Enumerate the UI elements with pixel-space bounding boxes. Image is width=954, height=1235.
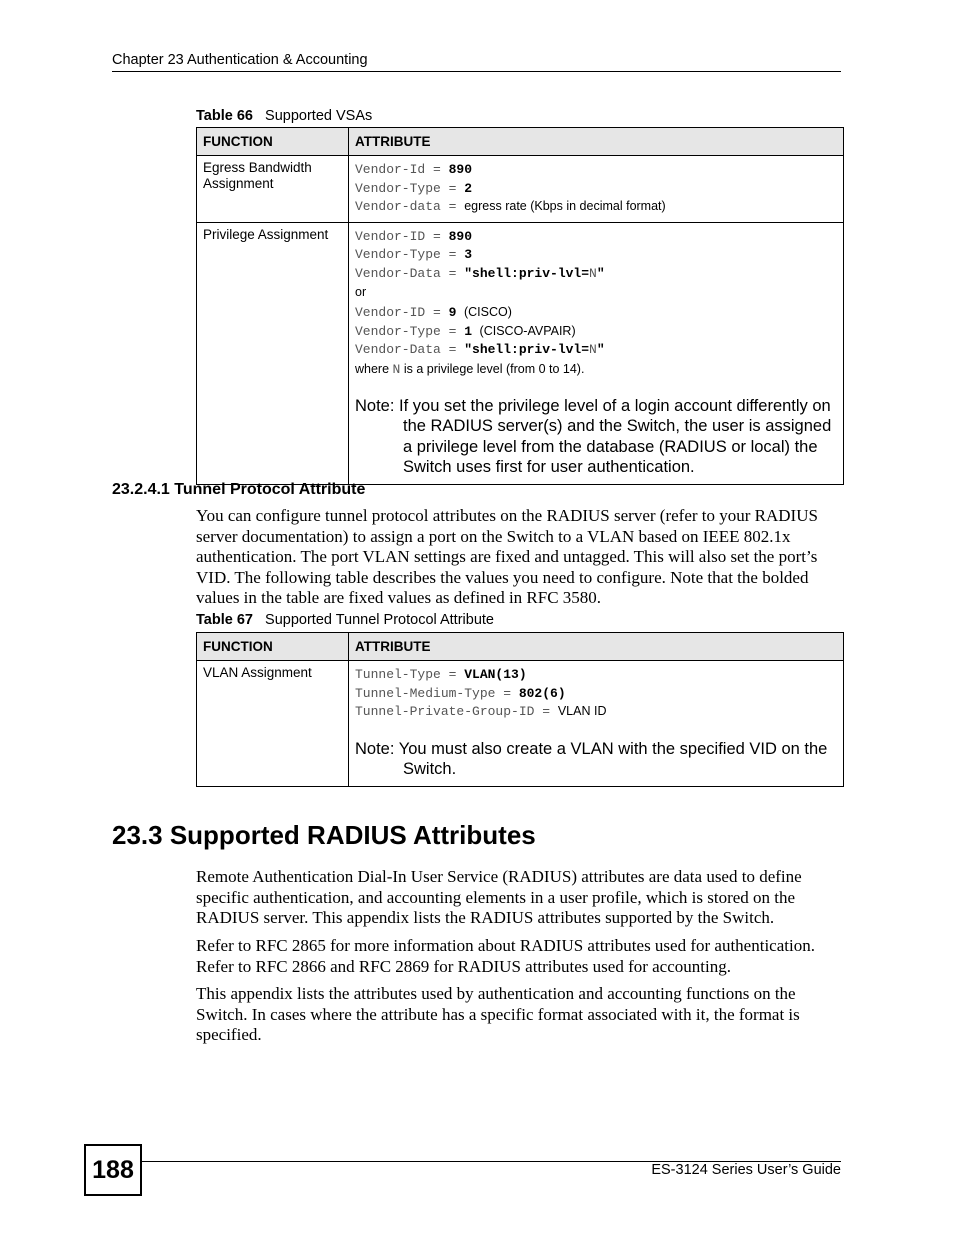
attribute-value-end: " xyxy=(596,342,605,357)
attribute-key: Vendor-ID = xyxy=(355,305,449,320)
table-66-number: Table 66 xyxy=(196,108,253,124)
attribute-line xyxy=(355,702,837,721)
attribute-key: Vendor-data = xyxy=(355,199,465,214)
where-text xyxy=(355,359,837,380)
page-number: 188 xyxy=(84,1144,142,1196)
guide-title: ES-3124 Series User’s Guide xyxy=(651,1162,841,1178)
attribute-line xyxy=(355,322,837,341)
attribute-placeholder: N xyxy=(392,361,401,377)
attribute-key: Tunnel-Private-Group-ID = xyxy=(355,704,558,719)
attribute-value: 890 xyxy=(448,162,473,177)
table-67-number: Table 67 xyxy=(196,612,253,628)
table-row xyxy=(197,661,844,787)
attribute-value: "shell:priv-lvl= xyxy=(464,342,590,357)
attribute-line xyxy=(355,179,837,198)
attribute-value: 802(6) xyxy=(518,685,566,701)
body-paragraph: Remote Authentication Dial-In User Service (RADIUS) attributes are data used to define specific authentication, and accounting elements in a user profile, which is stored on the RADIUS server. This appendix lists the RADIUS attributes supported by the Switch. xyxy=(196,867,802,927)
table-67-caption xyxy=(196,612,494,628)
attribute-cell xyxy=(349,156,844,223)
attribute-value: VLAN ID xyxy=(557,704,607,718)
attribute-value: 1 xyxy=(464,323,473,339)
table-row xyxy=(197,156,844,223)
where-suffix: is a privilege level (from 0 to 14). xyxy=(400,361,585,376)
function-cell: Egress Bandwidth Assignment xyxy=(197,156,349,223)
attribute-value: 2 xyxy=(464,180,473,196)
body-paragraph: Refer to RFC 2865 for more information about RADIUS attributes used for authentication. Refer to RFC 2866 and RFC 2869 for RADIUS attributes used for accounting. xyxy=(196,936,815,976)
attribute-key: Vendor-Data = xyxy=(355,342,465,357)
attribute-key: Tunnel-Medium-Type = xyxy=(355,685,519,701)
attribute-cell xyxy=(349,222,844,484)
attribute-value: VLAN(13) xyxy=(464,667,527,682)
header-rule xyxy=(112,71,841,72)
attribute-key: Vendor-Type = xyxy=(355,180,465,196)
running-header: Chapter 23 Authentication & Accounting xyxy=(112,52,368,68)
attribute-key: Tunnel-Type = xyxy=(355,667,465,682)
attribute-value: 3 xyxy=(464,247,473,262)
table-header-row xyxy=(197,633,844,661)
table-66-title: Supported VSAs xyxy=(265,108,373,124)
attribute-note: (CISCO-AVPAIR) xyxy=(479,323,576,338)
attribute-key: Vendor-ID = xyxy=(355,228,449,244)
attribute-key: Vendor-Type = xyxy=(355,323,465,339)
attribute-line xyxy=(355,684,837,703)
attribute-placeholder: N xyxy=(589,342,597,357)
body-paragraph: This appendix lists the attributes used by authentication and accounting functions on the Switch. In cases where the attribute has a specific format associated with it, the format is specified. xyxy=(196,984,800,1044)
attribute-cell xyxy=(349,661,844,787)
attribute-note: (CISCO) xyxy=(463,305,512,319)
section-heading: 23.3 Supported RADIUS Attributes xyxy=(112,820,536,850)
attribute-value: "shell:priv-lvl= xyxy=(464,265,590,281)
note-text: Note: If you set the privilege level of a login account differently on the RADIUS server(s) and the Switch, the user is assigned a privilege level from the database (RADIUS or local) the Switch uses first for user authentication. xyxy=(355,396,832,476)
body-paragraph: You can configure tunnel protocol attributes on the RADIUS server (refer to your RADIUS server documentation) to assign a port on the Switch to a VLAN based on IEEE 802.1x authentication. The port VLAN settings are fixed and untagged. This will also set the port’s VID. The following table describes the values you need to configure. Note that the bolded values in the table are fixed values as defined in RFC 3580. xyxy=(196,506,818,607)
table-67 xyxy=(196,632,844,787)
attribute-value: 890 xyxy=(448,228,473,244)
subsection-heading: 23.2.4.1 Tunnel Protocol Attribute xyxy=(112,481,366,498)
function-cell: VLAN Assignment xyxy=(197,661,349,787)
attribute-key: Vendor-Data = xyxy=(355,265,465,281)
attribute-value: 9 xyxy=(448,305,457,320)
attribute-line xyxy=(355,665,837,684)
column-header-attribute: ATTRIBUTE xyxy=(349,128,844,156)
note-text: Note: You must also create a VLAN with the specified VID on the Switch. xyxy=(355,739,828,778)
column-header-attribute: ATTRIBUTE xyxy=(349,633,844,661)
table-66 xyxy=(196,127,844,485)
column-header-function: FUNCTION xyxy=(197,633,349,661)
attribute-key: Vendor-Type = xyxy=(355,247,465,262)
attribute-placeholder: N xyxy=(589,265,597,281)
table-67-title: Supported Tunnel Protocol Attribute xyxy=(265,612,494,628)
column-header-function: FUNCTION xyxy=(197,128,349,156)
attribute-value-end: " xyxy=(596,265,605,281)
table-header-row xyxy=(197,128,844,156)
attribute-line xyxy=(355,160,837,179)
attribute-line xyxy=(355,264,837,283)
or-label: or xyxy=(355,285,367,299)
table-row xyxy=(197,222,844,484)
attribute-line xyxy=(355,303,837,322)
table-66-caption xyxy=(196,108,372,124)
attribute-line xyxy=(355,197,837,216)
attribute-value: egress rate (Kbps in decimal format) xyxy=(464,199,666,213)
where-prefix: where xyxy=(355,361,393,376)
attribute-line xyxy=(355,245,837,264)
attribute-key: Vendor-Id = xyxy=(355,162,449,177)
function-cell: Privilege Assignment xyxy=(197,222,349,484)
attribute-line xyxy=(355,227,837,246)
attribute-line xyxy=(355,340,837,359)
